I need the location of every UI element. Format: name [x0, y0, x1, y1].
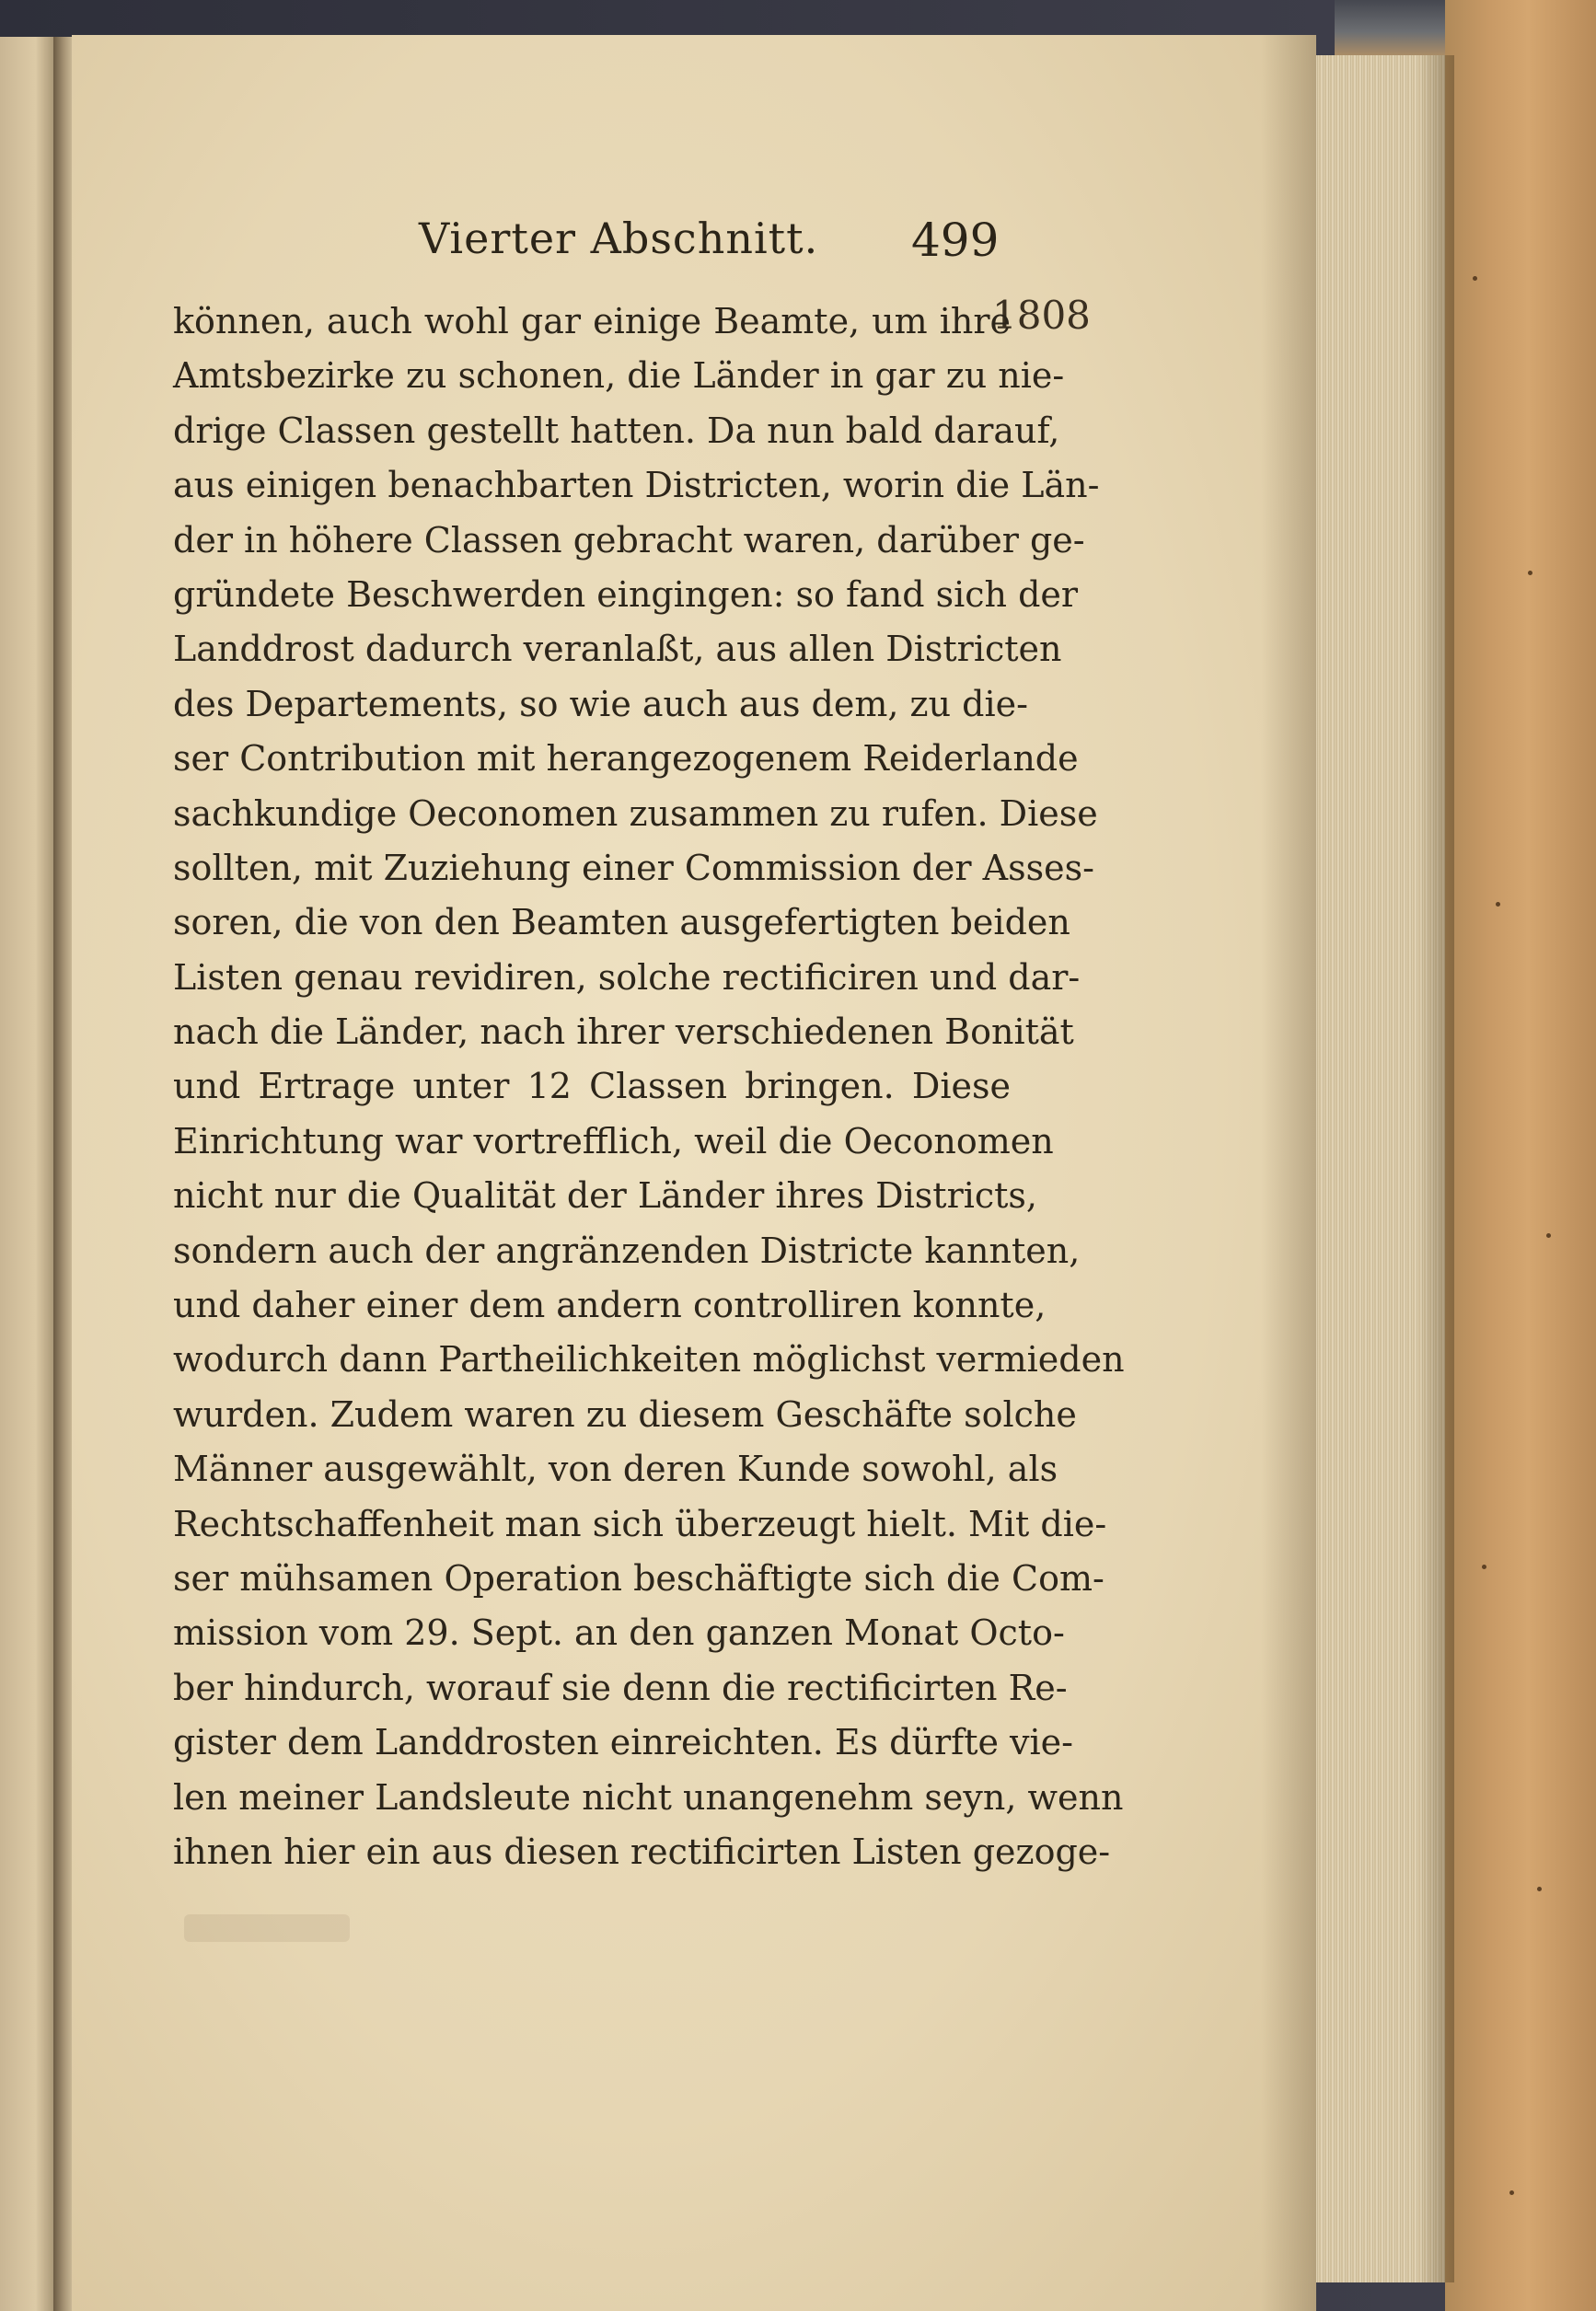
back-cover-board — [1445, 0, 1596, 2311]
text-line: ber hindurch, worauf sie denn die rectificirten Re- — [173, 1667, 1068, 1708]
text-line: sondern auch der angränzenden Districte kannten, — [173, 1230, 1081, 1271]
text-line: wodurch dann Partheilichkeiten möglichst vermieden — [173, 1339, 1125, 1381]
text-line: ser Contribution mit herangezogenem Reiderlande — [173, 738, 1079, 780]
text-line: wurden. Zudem waren zu diesem Geschäfte solche — [173, 1393, 1077, 1435]
running-head: Vierter Abschnitt. — [419, 214, 819, 263]
text-line: aus einigen benachbarten Districten, worin die Län- — [173, 465, 1100, 506]
text-line: Landdrost dadurch veranlaßt, aus allen Districten — [173, 629, 1062, 670]
text-line: ser mühsamen Operation beschäftigte sich die Com- — [173, 1557, 1104, 1599]
text-line: Listen genau revidiren, solche rectificiren und dar- — [173, 956, 1081, 998]
text-line: drige Classen gestellt hatten. Da nun bald darauf, — [173, 410, 1060, 451]
page-header — [276, 214, 1012, 287]
text-line: nicht nur die Qualität der Länder ihres Districts, — [173, 1175, 1038, 1217]
text-line: Rechtschaffenheit man sich überzeugt hielt. Mit die- — [173, 1503, 1107, 1544]
text-line: mission vom 29. Sept. an den ganzen Monat Octo- — [173, 1612, 1065, 1654]
cover-speck — [1473, 276, 1477, 281]
cover-speck — [1496, 902, 1500, 907]
text-line: soren, die von den Beamten ausgefertigten beiden — [173, 902, 1070, 943]
text-line: können, auch wohl gar einige Beamte, um ihre — [173, 301, 1011, 341]
text-line: nach die Länder, nach ihrer verschiedenen Bonität — [173, 1011, 1074, 1053]
page-number: 499 — [911, 214, 1000, 267]
ink-bleed-through — [184, 1914, 350, 1942]
cover-speck — [1546, 1233, 1551, 1238]
text-line: und daher einer dem andern controlliren konnte, — [173, 1285, 1047, 1326]
text-line: sachkundige Oeconomen zusammen zu rufen. Diese — [173, 792, 1098, 834]
text-line: len meiner Landsleute nicht unangenehm seyn, wenn — [173, 1776, 1124, 1818]
text-line: ihnen hier ein aus diesen rectificirten Listen gezoge- — [173, 1831, 1111, 1872]
cover-speck — [1509, 2190, 1514, 2195]
text-line: der in höhere Classen gebracht waren, darüber ge- — [173, 519, 1085, 560]
text-line: gründete Beschwerden eingingen: so fand sich der — [173, 573, 1079, 615]
margin-year: 1808 — [992, 293, 1091, 338]
page-edges-shadow — [1417, 55, 1454, 2282]
cover-speck — [1537, 1887, 1542, 1891]
text-line: des Departements, so wie auch aus dem, zu die- — [173, 683, 1028, 724]
text-line: sollten, mit Zuziehung einer Commission der Asses- — [173, 847, 1094, 888]
text-line: und Ertrage unter 12 Classen bringen. Diese — [173, 1066, 1011, 1107]
text-line: Männer ausgewählt, von deren Kunde sowohl, als — [173, 1449, 1058, 1490]
cover-speck — [1528, 571, 1532, 575]
text-line: Einrichtung war vortrefflich, weil die Oeconomen — [173, 1120, 1054, 1161]
cover-speck — [1482, 1565, 1486, 1569]
text-line: gister dem Landdrosten einreichten. Es dürfte vie- — [173, 1722, 1073, 1763]
text-line: Amtsbezirke zu schonen, die Länder in gar zu nie- — [173, 355, 1065, 397]
